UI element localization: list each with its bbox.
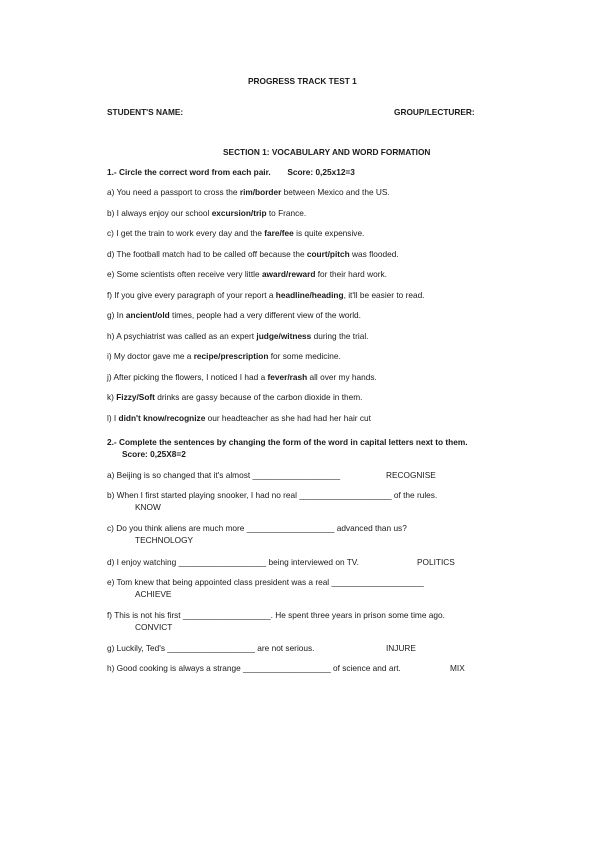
ex1-instruction-text: 1.- Circle the correct word from each pair. [107, 167, 271, 177]
ex1-choice-l: didn't know/recognize [118, 413, 206, 423]
ex1-item-d: d) The football match had to be called off because the court/pitch was flooded. [107, 249, 399, 259]
ex1-choice-a: rim/border [239, 187, 282, 197]
ex2-score: Score: 0,25X8=2 [122, 449, 186, 459]
page-title: PROGRESS TRACK TEST 1 [248, 76, 357, 86]
ex2-item-f: f) This is not his first ___________________. He spent three years in prison some time ago. [107, 610, 445, 620]
ex2-item-a: a) Beijing is so changed that it's almost ___________________ [107, 470, 341, 480]
ex1-item-c: c) I get the train to work every day and the fare/fee is quite expensive. [107, 228, 365, 238]
ex1-choice-b: excursion/trip [211, 208, 267, 218]
ex2-word-h: MIX [450, 663, 465, 673]
ex1-choice-f: headline/heading [275, 290, 344, 300]
ex1-choice-g: ancient/old [125, 310, 170, 320]
ex2-word-b: KNOW [135, 502, 161, 512]
ex1-choice-h: judge/witness [256, 331, 312, 341]
ex1-item-j: j) After picking the flowers, I noticed I had a fever/rash all over my hands. [107, 372, 377, 382]
ex1-item-b: b) I always enjoy our school excursion/trip to France. [107, 208, 307, 218]
student-name-label: STUDENT'S NAME: [107, 107, 184, 117]
ex1-choice-d: court/pitch [306, 249, 350, 259]
ex1-item-a: a) You need a passport to cross the rim/border between Mexico and the US. [107, 187, 390, 197]
ex2-word-e: ACHIEVE [135, 589, 172, 599]
ex2-item-e: e) Tom knew that being appointed class president was a real ____________________ [107, 577, 424, 587]
ex2-item-b: b) When I first started playing snooker, I had no real ____________________ of the rules. [107, 490, 438, 500]
ex1-score: Score: 0,25x12=3 [287, 167, 355, 177]
ex1-choice-c: fare/fee [264, 228, 294, 238]
ex1-item-e: e) Some scientists often receive very little award/reward for their hard work. [107, 269, 387, 279]
ex1-item-h: h) A psychiatrist was called as an expert judge/witness during the trial. [107, 331, 369, 341]
ex2-word-a: RECOGNISE [386, 470, 436, 480]
ex1-choice-e: award/reward [261, 269, 316, 279]
ex1-item-l: l) I didn't know/recognize our headteacher as she had had her hair cut [107, 413, 371, 423]
ex2-item-d: d) I enjoy watching ___________________ being interviewed on TV. [107, 557, 359, 567]
ex1-instruction [107, 167, 355, 177]
group-lecturer-label: GROUP/LECTURER: [394, 107, 475, 117]
ex2-item-g: g) Luckily, Ted's ___________________ are not serious. [107, 643, 315, 653]
ex2-instruction: 2.- Complete the sentences by changing the form of the word in capital letters next to them. [107, 437, 468, 447]
ex2-item-h: h) Good cooking is always a strange ___________________ of science and art. [107, 663, 401, 673]
ex1-item-f: f) If you give every paragraph of your report a headline/heading, it'll be easier to read. [107, 290, 425, 300]
ex1-item-k: k) Fizzy/Soft drinks are gassy because of the carbon dioxide in them. [107, 392, 363, 402]
section-1-title: SECTION 1: VOCABULARY AND WORD FORMATION [223, 147, 431, 157]
ex2-word-d: POLITICS [417, 557, 455, 567]
ex1-item-i: i) My doctor gave me a recipe/prescription for some medicine. [107, 351, 341, 361]
ex1-choice-i: recipe/prescription [193, 351, 269, 361]
ex2-word-g: INJURE [386, 643, 416, 653]
ex2-word-c: TECHNOLOGY [135, 535, 194, 545]
ex2-word-f: CONVICT [135, 622, 173, 632]
ex2-item-c: c) Do you think aliens are much more ___________________ advanced than us? [107, 523, 407, 533]
ex1-choice-j: fever/rash [267, 372, 308, 382]
ex1-item-g: g) In ancient/old times, people had a very different view of the world. [107, 310, 361, 320]
ex1-choice-k: Fizzy/Soft [116, 392, 155, 402]
